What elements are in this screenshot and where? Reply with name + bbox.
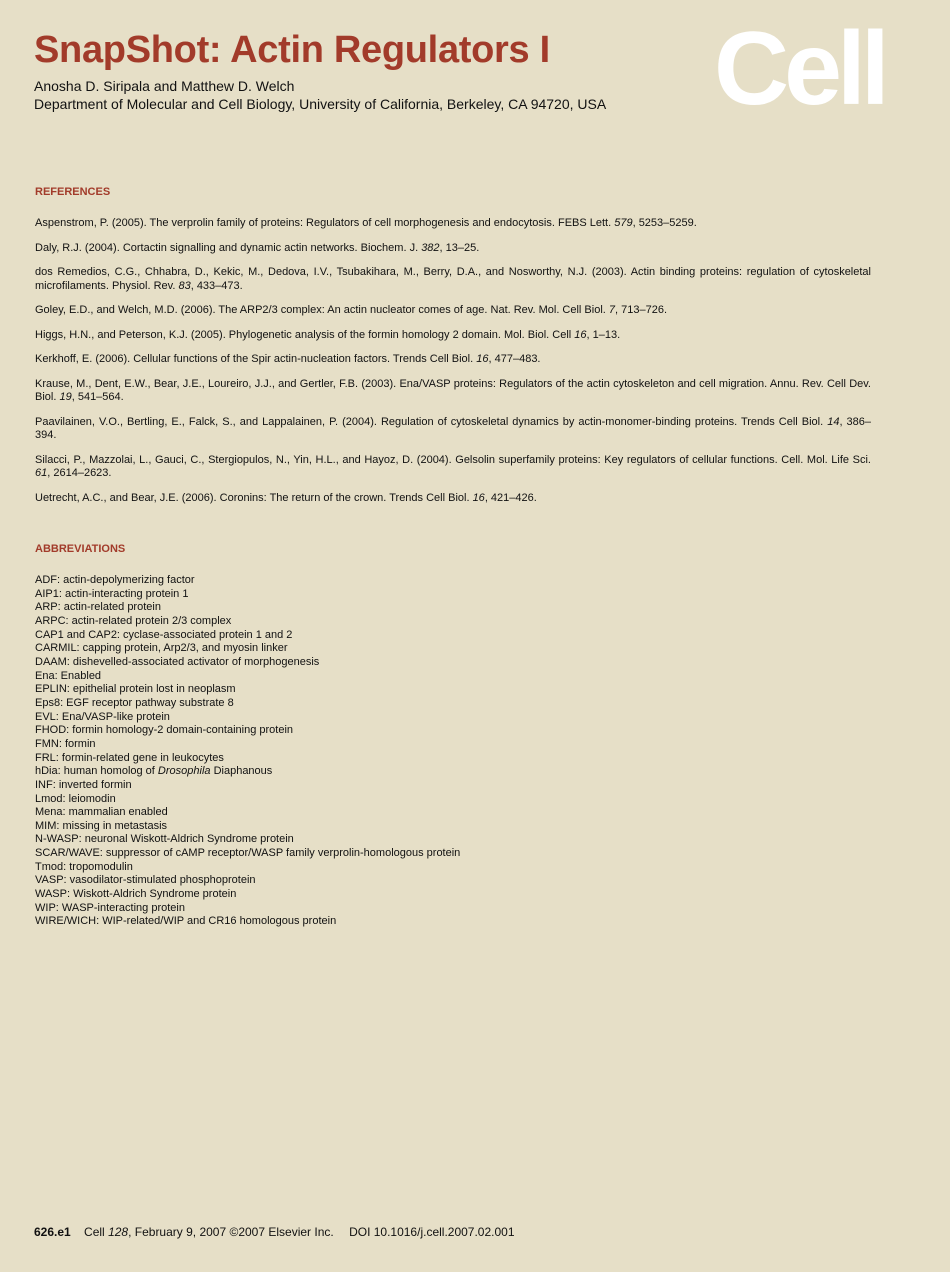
abbreviation-item: N-WASP: neuronal Wiskott-Aldrich Syndrome protein xyxy=(35,833,294,846)
abbreviation-item: WASP: Wiskott-Aldrich Syndrome protein xyxy=(35,888,237,901)
abbreviation-item: FRL: formin-related gene in leukocytes xyxy=(35,751,224,764)
abbreviation-item: SCAR/WAVE: suppressor of cAMP receptor/WASP family verprolin-homologous protein xyxy=(35,847,461,860)
reference-item: dos Remedios, C.G., Chhabra, D., Kekic, M., Dedova, I.V., Tsubakihara, M., Berry, D.A., and Nosworthy, N.J. (2003). Actin binding proteins: regulation of cytoskeletal microfilaments. Physiol. Rev. 83, 433–473. xyxy=(35,266,871,292)
reference-item: Higgs, H.N., and Peterson, K.J. (2005). Phylogenetic analysis of the formin homology 2 domain. Mol. Biol. Cell 16, 1–13. xyxy=(35,328,621,341)
references-heading: REFERENCES xyxy=(35,186,111,198)
abbreviation-item: Eps8: EGF receptor pathway substrate 8 xyxy=(35,696,234,709)
abbreviations-list xyxy=(35,574,460,929)
reference-item: Aspenstrom, P. (2005). The verprolin family of proteins: Regulators of cell morphogenesis and endocytosis. FEBS Lett. 579, 5253–5259. xyxy=(35,217,697,229)
abbreviation-item: FHOD: formin homology-2 domain-containing protein xyxy=(35,724,294,737)
abbreviation-item: Ena: Enabled xyxy=(35,669,102,682)
abbreviation-item: VASP: vasodilator-stimulated phosphoprotein xyxy=(35,874,256,887)
abbreviation-item: Mena: mammalian enabled xyxy=(35,806,168,819)
page-title: SnapShot: Actin Regulators I xyxy=(34,29,550,71)
reference-item: Daly, R.J. (2004). Cortactin signalling and dynamic actin networks. Biochem. J. 382, 13–25. xyxy=(35,241,480,254)
abbreviation-item: MIM: missing in metastasis xyxy=(35,819,168,832)
doi: DOI 10.1016/j.cell.2007.02.001 xyxy=(349,1225,515,1239)
affiliation: Department of Molecular and Cell Biology, University of California, Berkeley, CA 94720, USA xyxy=(34,96,607,112)
reference-item: Krause, M., Dent, E.W., Bear, J.E., Loureiro, J.J., and Gertler, F.B. (2003). Ena/VASP proteins: Regulators of the actin cytoskeleton and cell migration. Annu. Rev. Cell Dev. Biol. 19, 541–564. xyxy=(35,377,871,403)
abbreviation-item: EVL: Ena/VASP-like protein xyxy=(35,710,170,723)
abbreviation-item: ARP: actin-related protein xyxy=(35,601,161,614)
reference-item: Uetrecht, A.C., and Bear, J.E. (2006). Coronins: The return of the crown. Trends Cell Biol. 16, 421–426. xyxy=(35,491,537,504)
cell-logo: Cell xyxy=(714,11,885,127)
reference-item: Silacci, P., Mazzolai, L., Gauci, C., Stergiopulos, N., Yin, H.L., and Hayoz, D. (2004). Gelsolin superfamily proteins: Key regulators of cellular functions. Cell. Mol. Life Sci. 61, 2614–2623. xyxy=(35,453,871,479)
journal-citation: Cell 128, February 9, 2007 ©2007 Elsevier Inc. xyxy=(84,1225,334,1239)
abbreviation-item: ADF: actin-depolymerizing factor xyxy=(35,574,195,586)
reference-item: Kerkhoff, E. (2006). Cellular functions of the Spir actin-nucleation factors. Trends Cell Biol. 16, 477–483. xyxy=(35,353,541,365)
abbreviation-item: hDia: human homolog of Drosophila Diaphanous xyxy=(35,765,273,778)
reference-item: Goley, E.D., and Welch, M.D. (2006). The ARP2/3 complex: An actin nucleator comes of age. Nat. Rev. Mol. Cell Biol. 7, 713–726. xyxy=(35,304,668,316)
reference-item: Paavilainen, V.O., Bertling, E., Falck, S., and Lappalainen, P. (2004). Regulation of cytoskeletal dynamics by actin-monomer-binding proteins. Trends Cell Biol. 14, 386–394. xyxy=(35,415,872,441)
abbreviation-item: CARMIL: capping protein, Arp2/3, and myosin linker xyxy=(35,642,288,655)
abbreviation-item: ARPC: actin-related protein 2/3 complex xyxy=(35,614,232,627)
abbreviation-item: WIP: WASP-interacting protein xyxy=(35,901,185,914)
abbreviation-item: AIP1: actin-interacting protein 1 xyxy=(35,587,189,600)
abbreviations-heading: ABBREVIATIONS xyxy=(35,543,126,555)
page-footer xyxy=(34,1225,515,1240)
abbreviation-item: Tmod: tropomodulin xyxy=(35,860,133,873)
abbreviation-item: Lmod: leiomodin xyxy=(35,792,116,805)
author-block xyxy=(34,77,606,113)
references-list xyxy=(35,217,871,516)
abbreviation-item: INF: inverted formin xyxy=(35,778,132,791)
abbreviation-item: EPLIN: epithelial protein lost in neoplasm xyxy=(35,683,236,696)
abbreviation-item: FMN: formin xyxy=(35,737,96,750)
abbreviation-item: DAAM: dishevelled-associated activator of morphogenesis xyxy=(35,655,320,668)
page-number: 626.e1 xyxy=(34,1225,71,1239)
authors: Anosha D. Siripala and Matthew D. Welch xyxy=(34,78,295,94)
abbreviation-item: WIRE/WICH: WIP-related/WIP and CR16 homologous protein xyxy=(35,915,337,928)
abbreviation-item: CAP1 and CAP2: cyclase-associated protein 1 and 2 xyxy=(35,628,293,641)
